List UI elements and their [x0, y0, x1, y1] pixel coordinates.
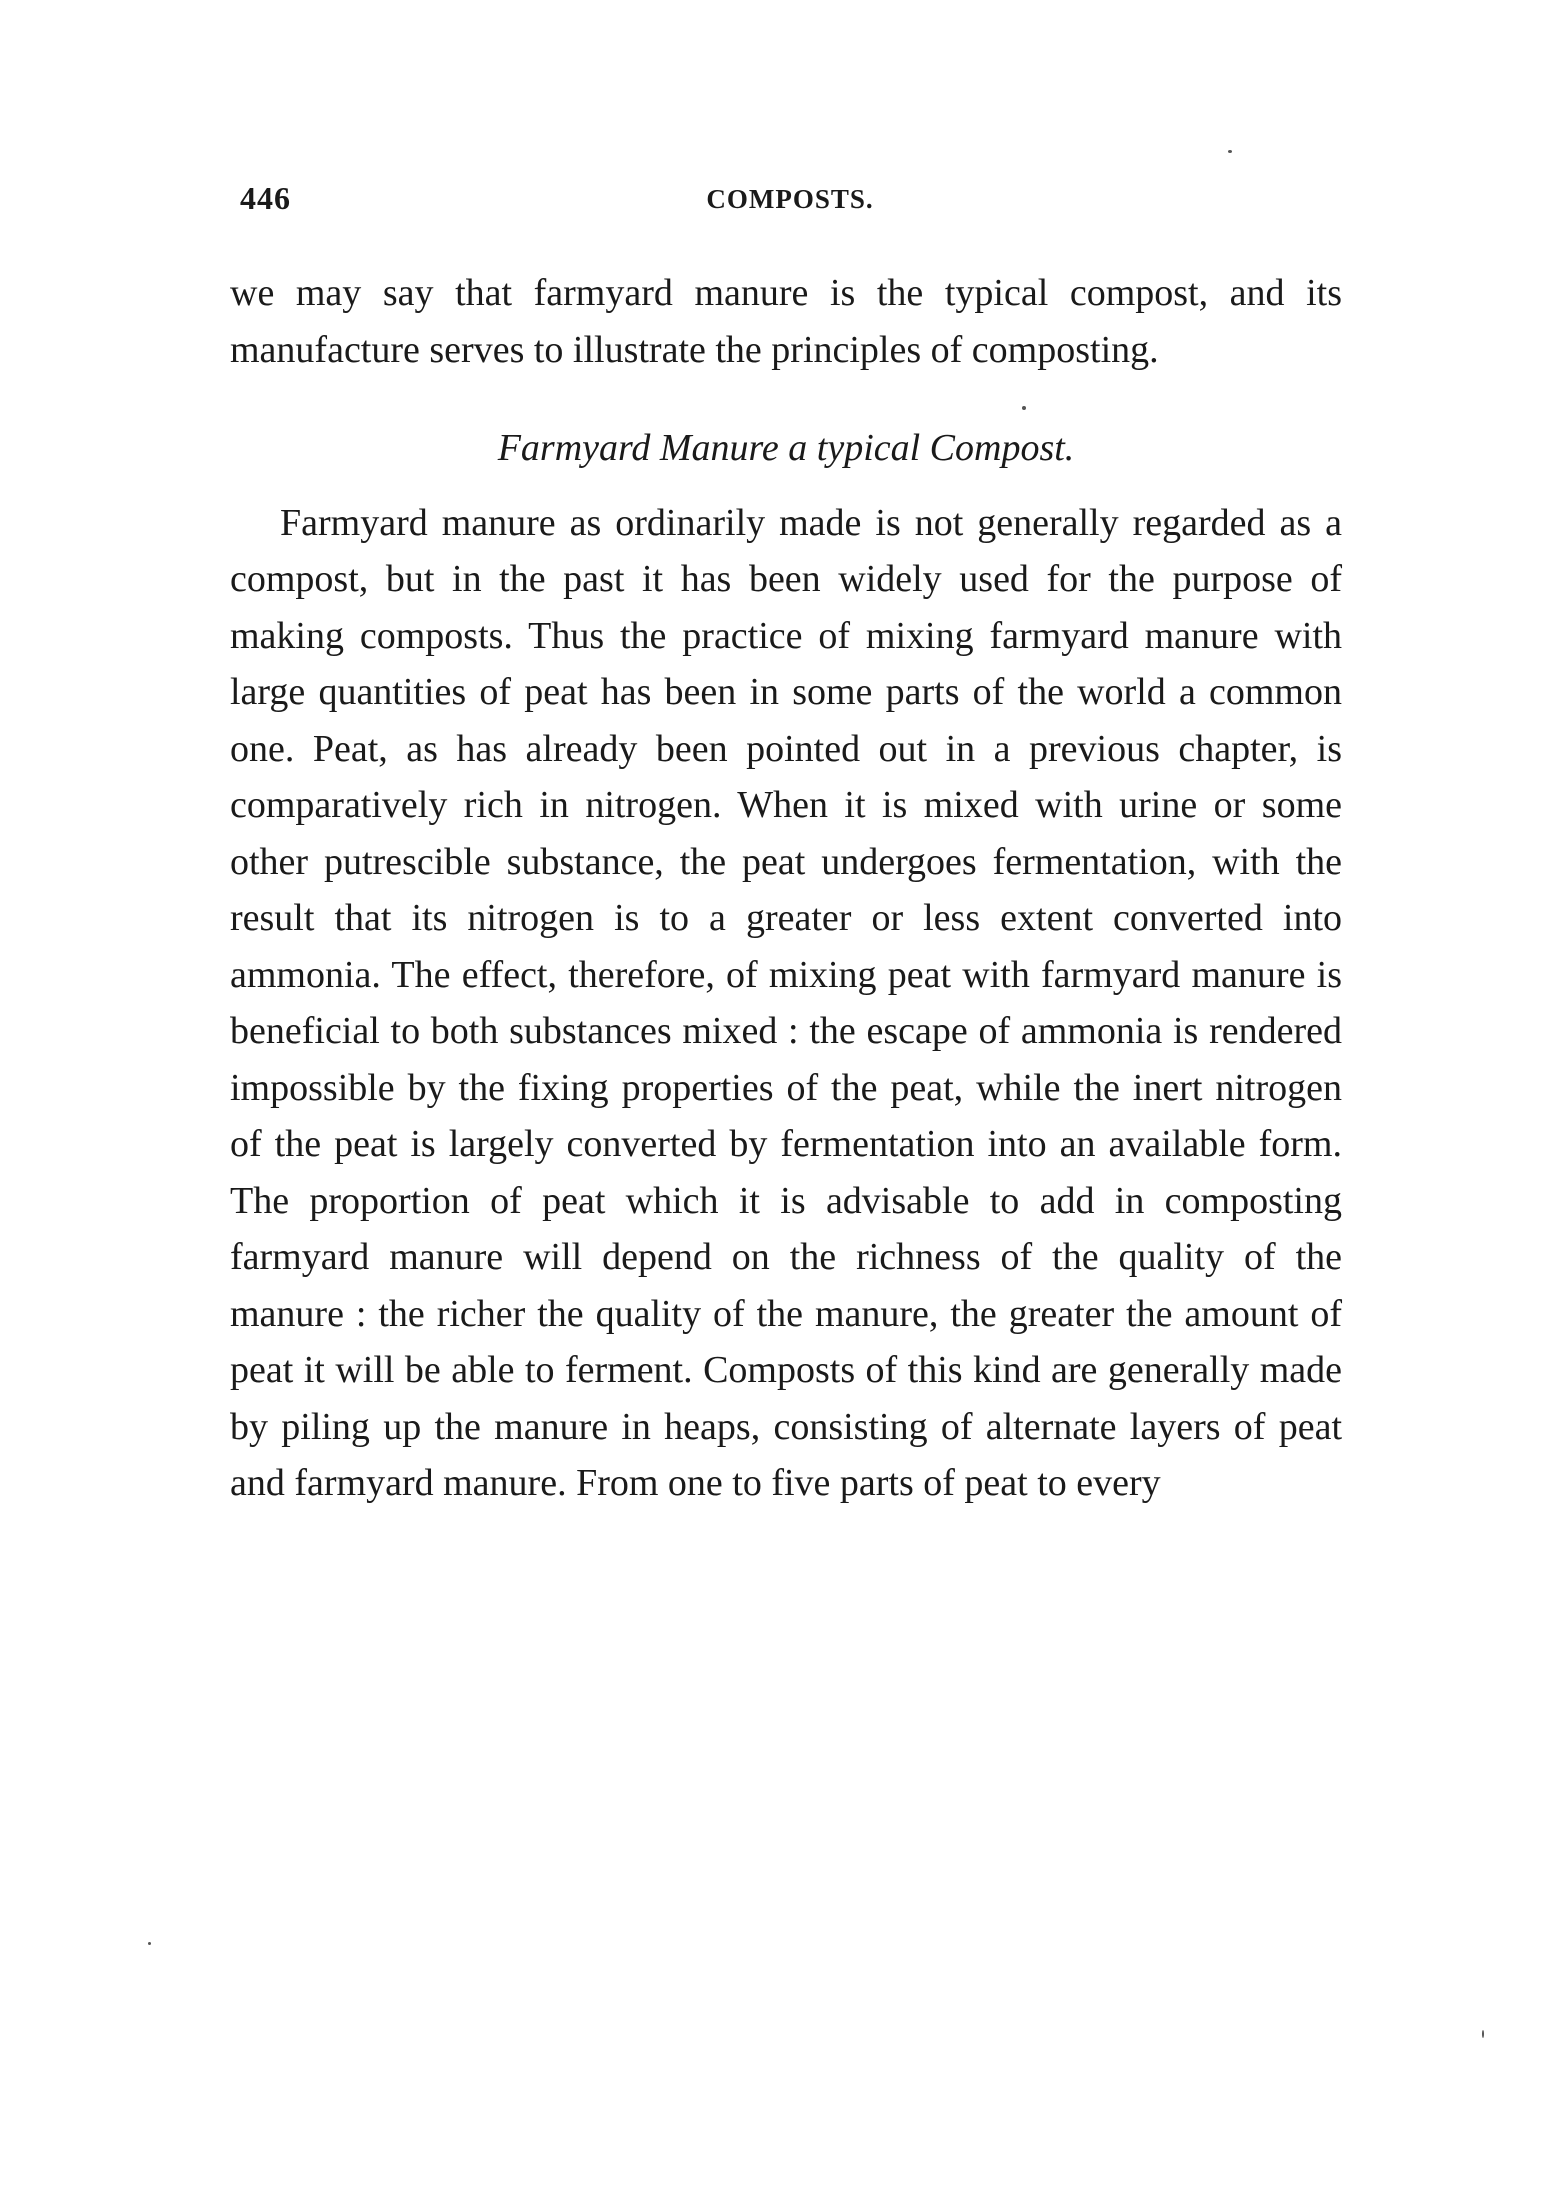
scan-speck — [1022, 406, 1026, 410]
running-head — [240, 180, 1340, 230]
body-paragraph: Farmyard manure as ordinarily made is not generally regarded as a compost, but in the past it has been widely used for the purpose of making composts. Thus the practice of mixing farmyard manure with large quantities of peat has been in some parts of the world a common one. Peat, as has already been pointed out in a previous chapter, is comparatively rich in nitrogen. When it is mixed with urine or some other putrescible substance, the peat undergoes fermentation, with the result that its nitrogen is to a greater or less extent converted into ammonia. The effect, therefore, of mixing peat with farmyard manure is beneficial to both substances mixed : the escape of ammonia is rendered impossible by the fixing properties of the peat, while the inert nitrogen of the peat is largely converted by fermentation into an available form. The proportion of peat which it is advisable to add in composting farmyard manure will depend on the richness of the quality of the manure : the richer the quality of the manure, the greater the amount of peat it will be able to ferment. Composts of this kind are generally made by piling up the manure in heaps, consisting of alternate layers of peat and farmyard manure. From one to five parts of peat to every — [230, 501, 1342, 1504]
scan-speck — [1482, 2030, 1484, 2038]
scan-speck — [1228, 150, 1232, 153]
running-title: COMPOSTS. — [706, 184, 874, 214]
continued-paragraph: we may say that farmyard manure is the typical compost, and its manufacture serves to illustrate the principles of composting. — [230, 272, 1342, 371]
text-block — [230, 265, 1342, 1512]
scan-speck — [148, 1942, 151, 1945]
section-heading: Farmyard Manure a typical Compost. — [497, 427, 1075, 469]
page-number: 446 — [240, 180, 291, 216]
